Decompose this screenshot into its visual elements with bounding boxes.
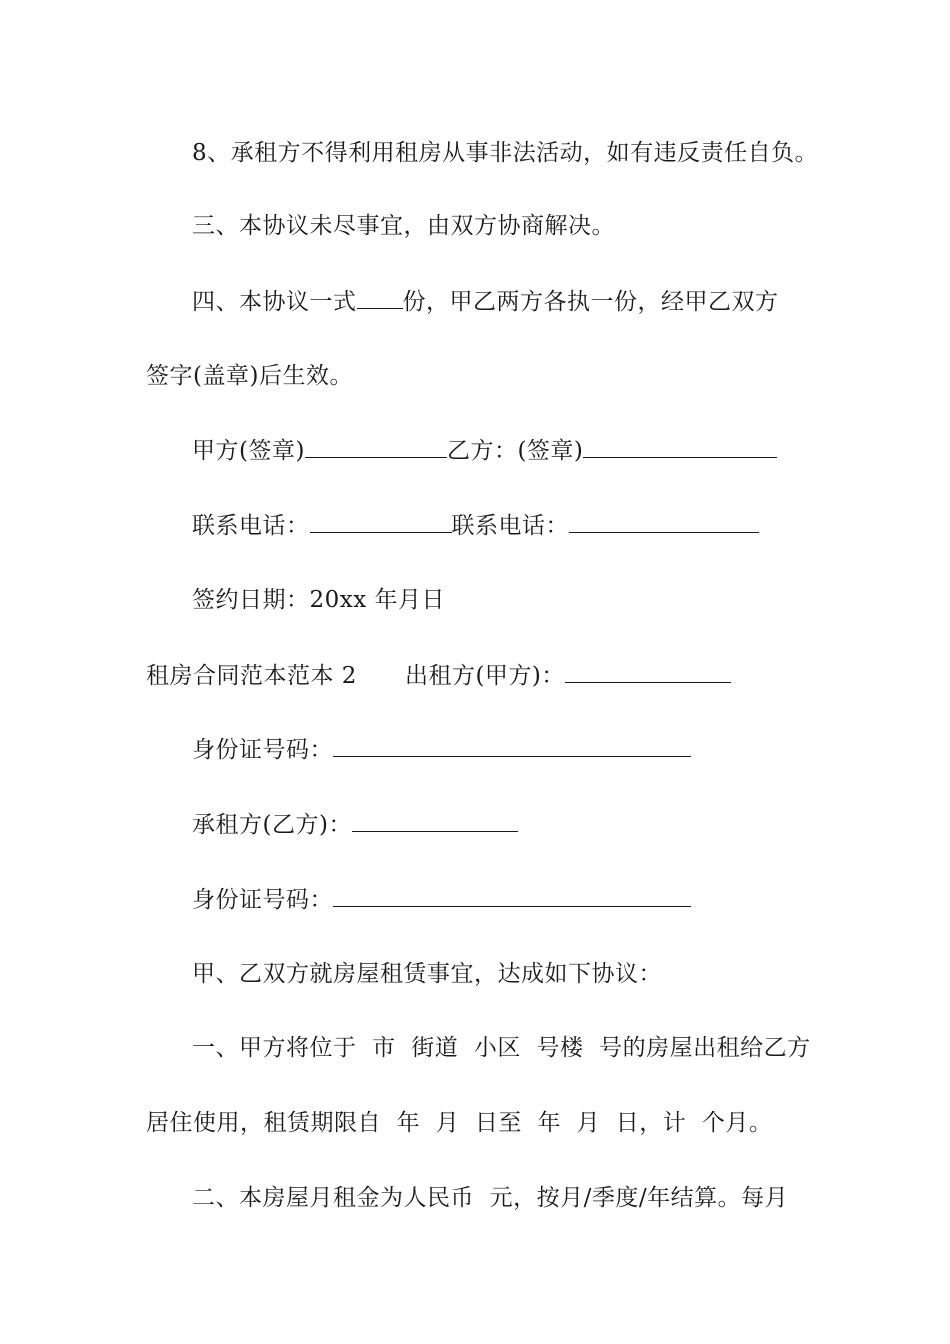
lessor-id-label: 身份证号码： [192, 737, 333, 763]
clause-4-continued-text: 签字(盖章)后生效。 [146, 363, 353, 389]
clause-4-text-start: 四、本协议一式 [192, 289, 357, 315]
clause-1-text: 一、甲方将位于 市 街道 小区 号楼 号的房屋出租给乙方 [192, 1035, 811, 1061]
party-a-sign-label: 甲方(签章) [192, 438, 305, 464]
lessee-id-label: 身份证号码： [192, 887, 333, 913]
clause-2 [192, 1183, 788, 1213]
lessee-id-line [192, 884, 691, 915]
party-b-phone-label: 联系电话： [451, 513, 569, 539]
lessor-id-blank [333, 734, 691, 757]
clause-1-continued-text: 居住使用，租赁期限自 年 月 日至 年 月 日，计 个月。 [146, 1110, 773, 1136]
party-b-sign-blank [583, 435, 777, 458]
clause-4 [192, 286, 779, 317]
sign-date [192, 585, 445, 615]
lessee-label: 承租方(乙方)： [192, 812, 352, 838]
party-a-phone-blank [310, 510, 452, 533]
lessor-blank [565, 660, 731, 683]
clause-8-text: 8、承租方不得利用租房从事非法活动，如有违反责任自负。 [192, 140, 819, 166]
clause-3 [192, 211, 615, 241]
clause-8 [192, 138, 818, 168]
party-a-sign-blank [305, 435, 447, 458]
clause-1 [192, 1033, 811, 1063]
signature-line [192, 435, 777, 466]
clause-3-text: 三、本协议未尽事宜，由双方协商解决。 [192, 213, 615, 239]
clause-1-continued [146, 1108, 772, 1138]
party-b-sign-label: 乙方：(签章) [446, 438, 584, 464]
agreement-intro [192, 959, 662, 989]
contract-title: 租房合同范本范本 2 [146, 663, 357, 689]
clause-4-text-end: 份，甲乙两方各执一份，经甲乙双方 [402, 289, 779, 315]
contract-title-line [146, 660, 731, 691]
lessor-label: 出租方(甲方)： [404, 663, 565, 689]
party-a-phone-label: 联系电话： [192, 513, 310, 539]
phone-line [192, 510, 759, 541]
party-b-phone-blank [569, 510, 759, 533]
lessor-id-line [192, 734, 691, 765]
copies-blank [357, 286, 403, 309]
lessee-blank [352, 809, 518, 832]
lessee-line [192, 809, 518, 840]
agreement-intro-text: 甲、乙双方就房屋租赁事宜，达成如下协议： [192, 961, 662, 987]
lessee-id-blank [333, 884, 691, 907]
sign-date-text: 签约日期：20xx 年月日 [192, 587, 446, 613]
clause-2-text: 二、本房屋月租金为人民币 元，按月/季度/年结算。每月 [192, 1185, 789, 1211]
clause-4-continued [146, 361, 353, 391]
